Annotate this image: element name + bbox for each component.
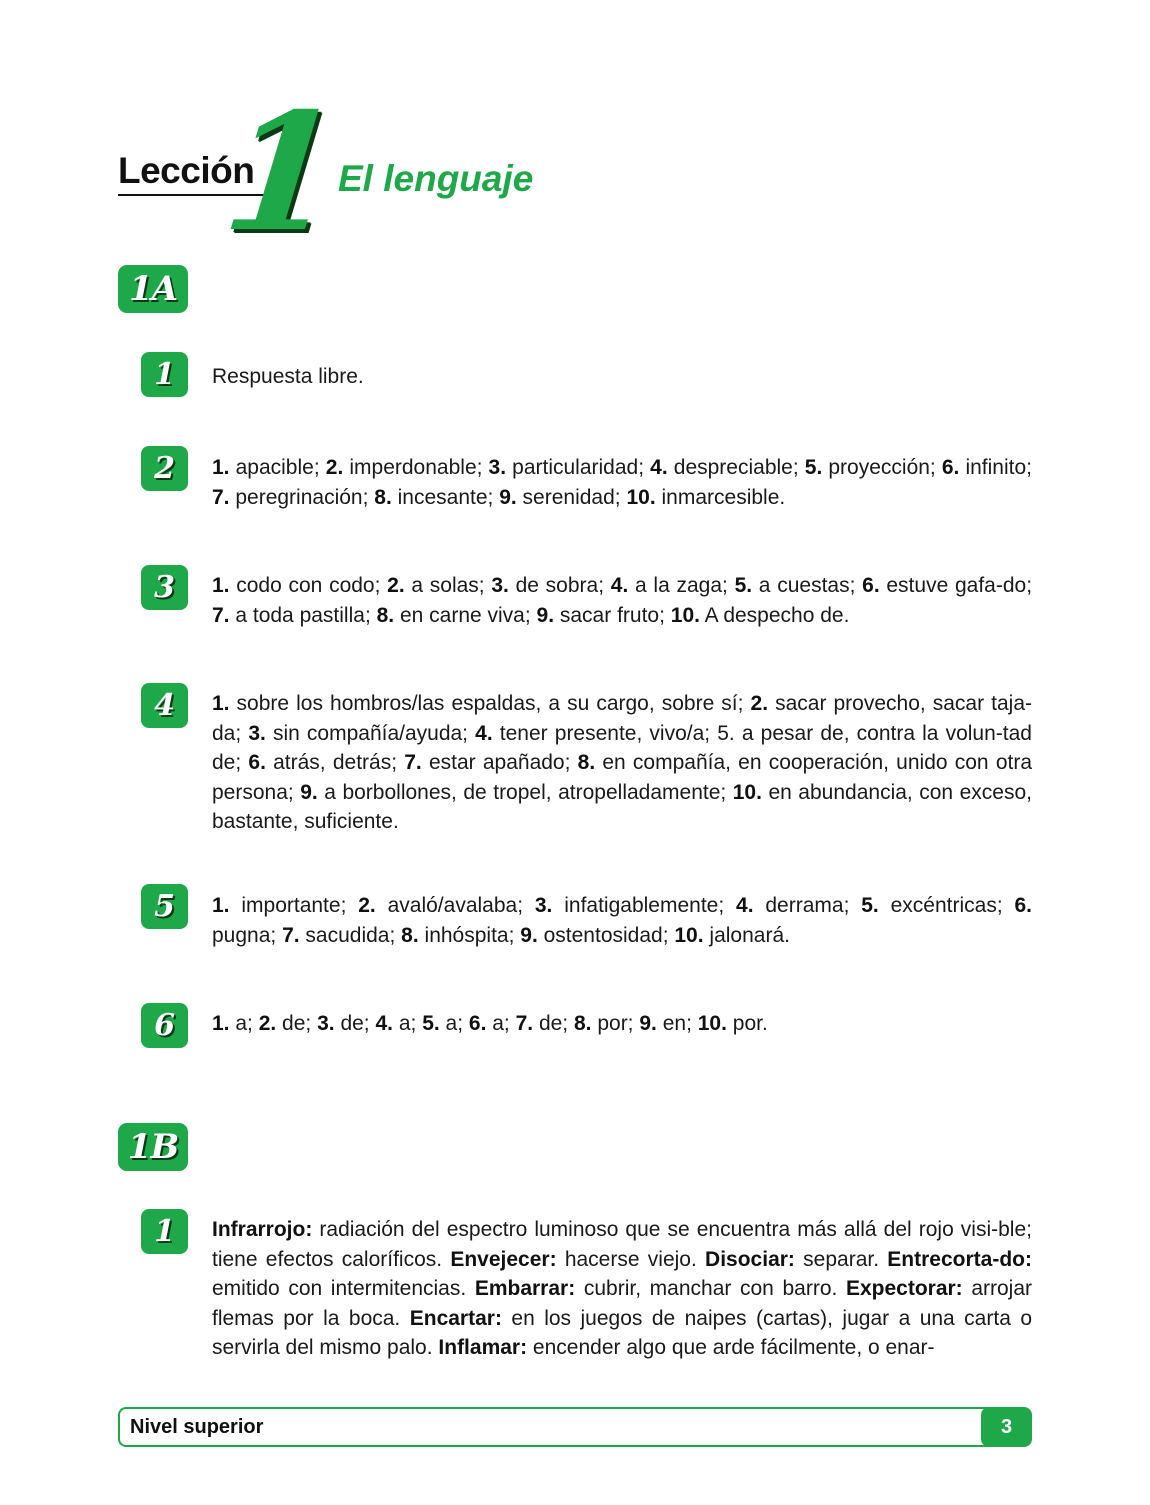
- page-number: 3: [981, 1407, 1032, 1447]
- exercise-answer: 1. importante; 2. avaló/avalaba; 3. infatigablemente; 4. derrama; 5. excéntricas; 6. pugna; 7. sacudida; 8. inhóspita; 9. ostentosidad; 10. jalonará.: [212, 894, 1033, 947]
- lesson-label: Lección: [118, 150, 255, 191]
- section-badge-1b: 1B: [118, 1123, 188, 1171]
- exercise-answer: Respuesta libre.: [212, 365, 364, 388]
- footer-level-label: Nivel superior: [130, 1416, 264, 1438]
- exercise-answer: Infrarrojo: radiación del espectro luminoso que se encuentra más allá del rojo visi-ble; tiene efectos caloríficos. Envejecer: hacerse viejo. Disociar: separar. Entrecorta-do: emitido con intermitencias. Embarrar: cubrir, manchar con barro. Expectorar: arrojar flemas por la boca. Encartar: en los juegos de naipes (cartas), jugar a una carta o servirla del mismo palo. Inflamar: encender algo que arde fácilmente, o enar-: [212, 1218, 1032, 1359]
- exercise-number-badge: 1: [141, 352, 188, 397]
- exercise-number-badge: 4: [141, 683, 188, 728]
- exercise-number-badge: 6: [141, 1003, 188, 1048]
- exercise-answer: 1. apacible; 2. imperdonable; 3. particularidad; 4. despreciable; 5. proyección; 6. infinito; 7. peregrinación; 8. incesante; 9. serenidad; 10. inmarcesible.: [212, 456, 1033, 509]
- lesson-number: 1: [216, 78, 349, 268]
- exercise-number-badge: 1: [141, 1209, 188, 1254]
- exercise-number-badge: 3: [141, 565, 188, 610]
- exercise-answer: 1. codo con codo; 2. a solas; 3. de sobra; 4. a la zaga; 5. a cuestas; 6. estuve gafa-do; 7. a toda pastilla; 8. en carne viva; 9. sacar fruto; 10. A despecho de.: [212, 574, 1033, 627]
- exercise-number-badge: 5: [141, 884, 188, 929]
- exercise-answer: 1. a; 2. de; 3. de; 4. a; 5. a; 6. a; 7. de; 8. por; 9. en; 10. por.: [212, 1012, 768, 1035]
- section-badge-1a: 1A: [118, 265, 188, 313]
- exercise-number-badge: 2: [141, 446, 188, 491]
- lesson-title: El lenguaje: [338, 158, 534, 199]
- exercise-answer: 1. sobre los hombros/las espaldas, a su cargo, sobre sí; 2. sacar provecho, sacar taja-da; 3. sin compañía/ayuda; 4. tener presente, vivo/a; 5. a pesar de, contra la volun-tad de; 6. atrás, detrás; 7. estar apañado; 8. en compañía, en cooperación, unido con otra persona; 9. a borbollones, de tropel, atropelladamente; 10. en abundancia, con exceso, bastante, suficiente.: [212, 692, 1033, 833]
